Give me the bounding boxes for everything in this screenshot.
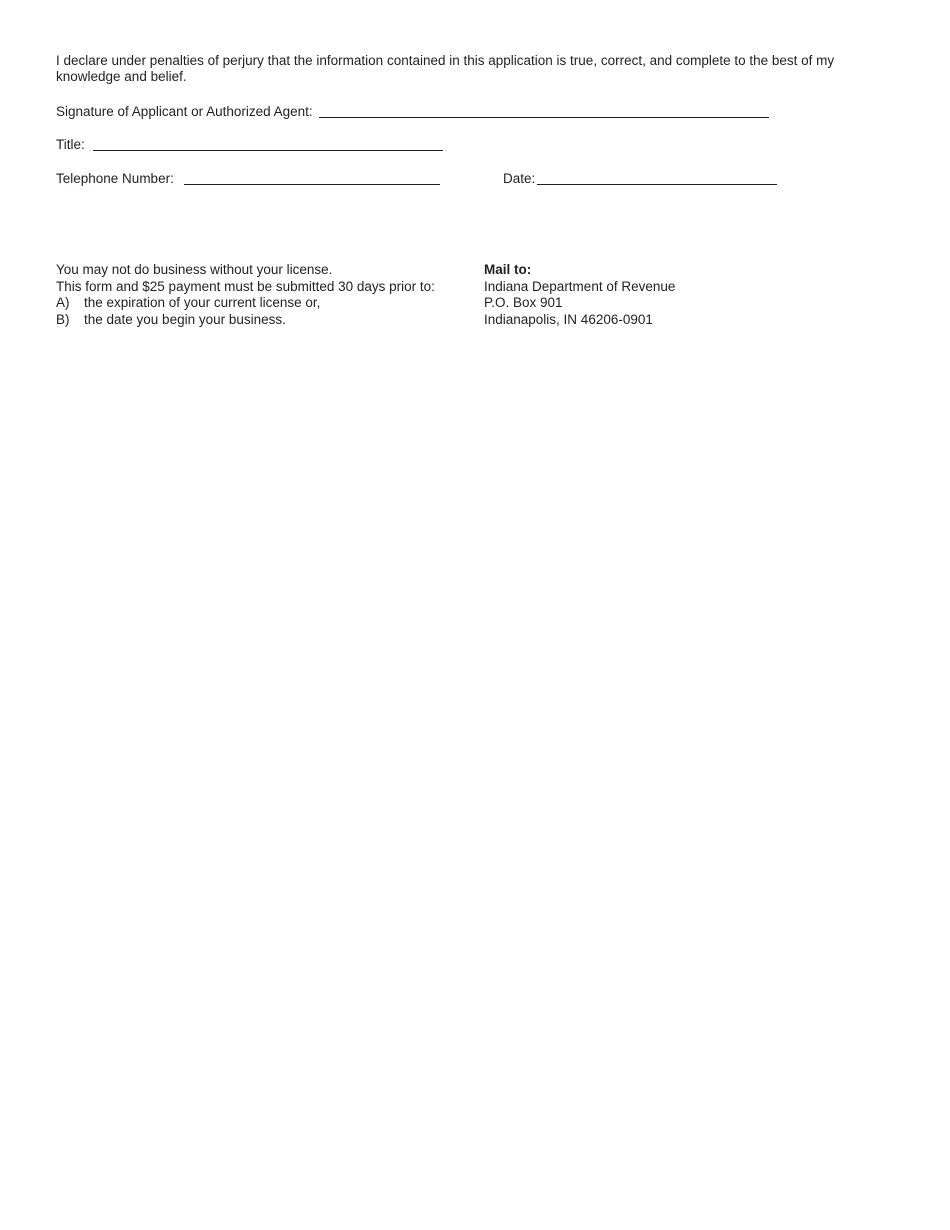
perjury-declaration: I declare under penalties of perjury that the information contained in this application is true, correct, and complete to the best of my knowledge and belief.: [56, 53, 835, 84]
mail-line-2: P.O. Box 901: [484, 295, 563, 310]
telephone-line[interactable]: [184, 170, 440, 185]
list-marker: B): [56, 311, 70, 327]
notice-line-1: You may not do business without your license.: [56, 262, 333, 277]
telephone-field: [56, 170, 440, 187]
date-line[interactable]: [537, 170, 777, 185]
telephone-label: Telephone Number:: [56, 171, 174, 186]
list-marker: A): [56, 295, 70, 310]
date-label: Date:: [503, 171, 536, 186]
notice-item-a: [56, 295, 466, 312]
list-item-text: the expiration of your current license or,: [84, 295, 321, 310]
license-notice: [56, 262, 466, 328]
title-label: Title:: [56, 137, 85, 152]
list-item-text: the date you begin your business.: [84, 311, 286, 327]
title-field: [56, 136, 443, 153]
signature-label: Signature of Applicant or Authorized Agent:: [56, 104, 313, 119]
mail-heading: Mail to:: [484, 262, 532, 277]
mail-line-3: Indianapolis, IN 46206-0901: [484, 311, 653, 327]
mail-line-1: Indiana Department of Revenue: [484, 278, 676, 294]
signature-field: [56, 103, 769, 120]
notice-line-2: This form and $25 payment must be submitted 30 days prior to:: [56, 278, 435, 294]
signature-line[interactable]: [319, 103, 769, 118]
mailing-address: [484, 262, 784, 328]
title-line[interactable]: [93, 136, 443, 151]
date-field: [503, 170, 777, 187]
notice-item-b: [56, 312, 466, 329]
